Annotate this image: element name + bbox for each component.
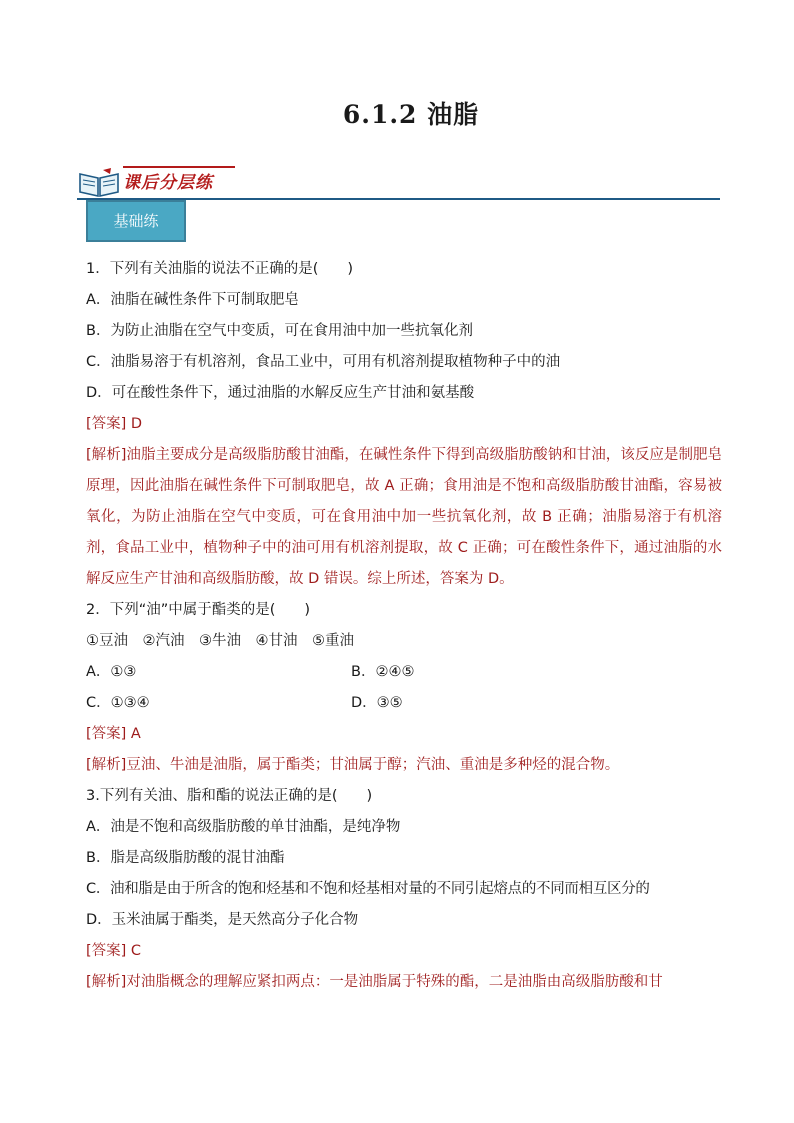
option: C．油脂易溶于有机溶剂，食品工业中，可用有机溶剂提取植物种子中的油 (86, 354, 561, 370)
option-row (86, 688, 722, 719)
tab-basic-practice: 基础练 (86, 200, 186, 242)
option: A．油脂在碱性条件下可制取肥皂 (86, 292, 299, 308)
section-header (77, 162, 720, 202)
question-stem: 2．下列“油”中属于酯类的是( ) (86, 602, 311, 618)
analysis: [解析]油脂主要成分是高级脂肪酸甘油酯，在碱性条件下得到高级脂肪酸钠和甘油，该反应是制肥皂原理，因此油脂在碱性条件下可制取肥皂，故 A 正确；食用油是不饱和高级脂肪酸甘油酯，容易被氧化，为防止油脂在空气中变质，可在食用油中加一些抗氧化剂，故 B 正确；油脂易溶于有机溶剂，食品工业中，植物种子中的油可用有机溶剂提取，故 C 正确；可在酸性条件下，通过油脂的水解反应生产甘油和高级脂肪酸，故 D 错误。综上所述，答案为 D。 (86, 447, 722, 587)
option: D．玉米油属于酯类，是天然高分子化合物 (86, 912, 359, 928)
option: B．为防止油脂在空气中变质，可在食用油中加一些抗氧化剂 (86, 323, 473, 339)
option-row (86, 657, 722, 688)
option: B．②④⑤ (351, 664, 415, 680)
option: D．③⑤ (351, 695, 403, 711)
option: C．油和脂是由于所含的饱和烃基和不饱和烃基相对量的不同引起熔点的不同而相互区分的 (86, 881, 650, 897)
option: A．油是不饱和高级脂肪酸的单甘油酯，是纯净物 (86, 819, 401, 835)
analysis: [解析]对油脂概念的理解应紧扣两点：一是油脂属于特殊的酯，二是油脂由高级脂肪酸和甘 (86, 974, 663, 990)
option: B．脂是高级脂肪酸的混甘油酯 (86, 850, 285, 866)
open-book-icon (77, 166, 121, 198)
section-title: 课后分层练 (123, 173, 213, 193)
question-items: ①豆油 ②汽油 ③牛油 ④甘油 ⑤重油 (86, 633, 354, 649)
question-stem: 3.下列有关油、脂和酯的说法正确的是( ) (86, 788, 373, 804)
answer: [答案] A (86, 726, 141, 742)
option: A．①③ (86, 664, 137, 680)
option: C．①③④ (86, 695, 150, 711)
option: D．可在酸性条件下，通过油脂的水解反应生产甘油和氨基酸 (86, 385, 475, 401)
page-title: 6.1.2 油脂 (342, 100, 480, 129)
question-content (86, 254, 722, 998)
analysis: [解析]豆油、牛油是油脂，属于酯类；甘油属于醇；汽油、重油是多种烃的混合物。 (86, 757, 620, 773)
answer: [答案] D (86, 416, 143, 432)
question-stem: 1．下列有关油脂的说法不正确的是( ) (86, 261, 354, 277)
answer: [答案] C (86, 943, 142, 959)
